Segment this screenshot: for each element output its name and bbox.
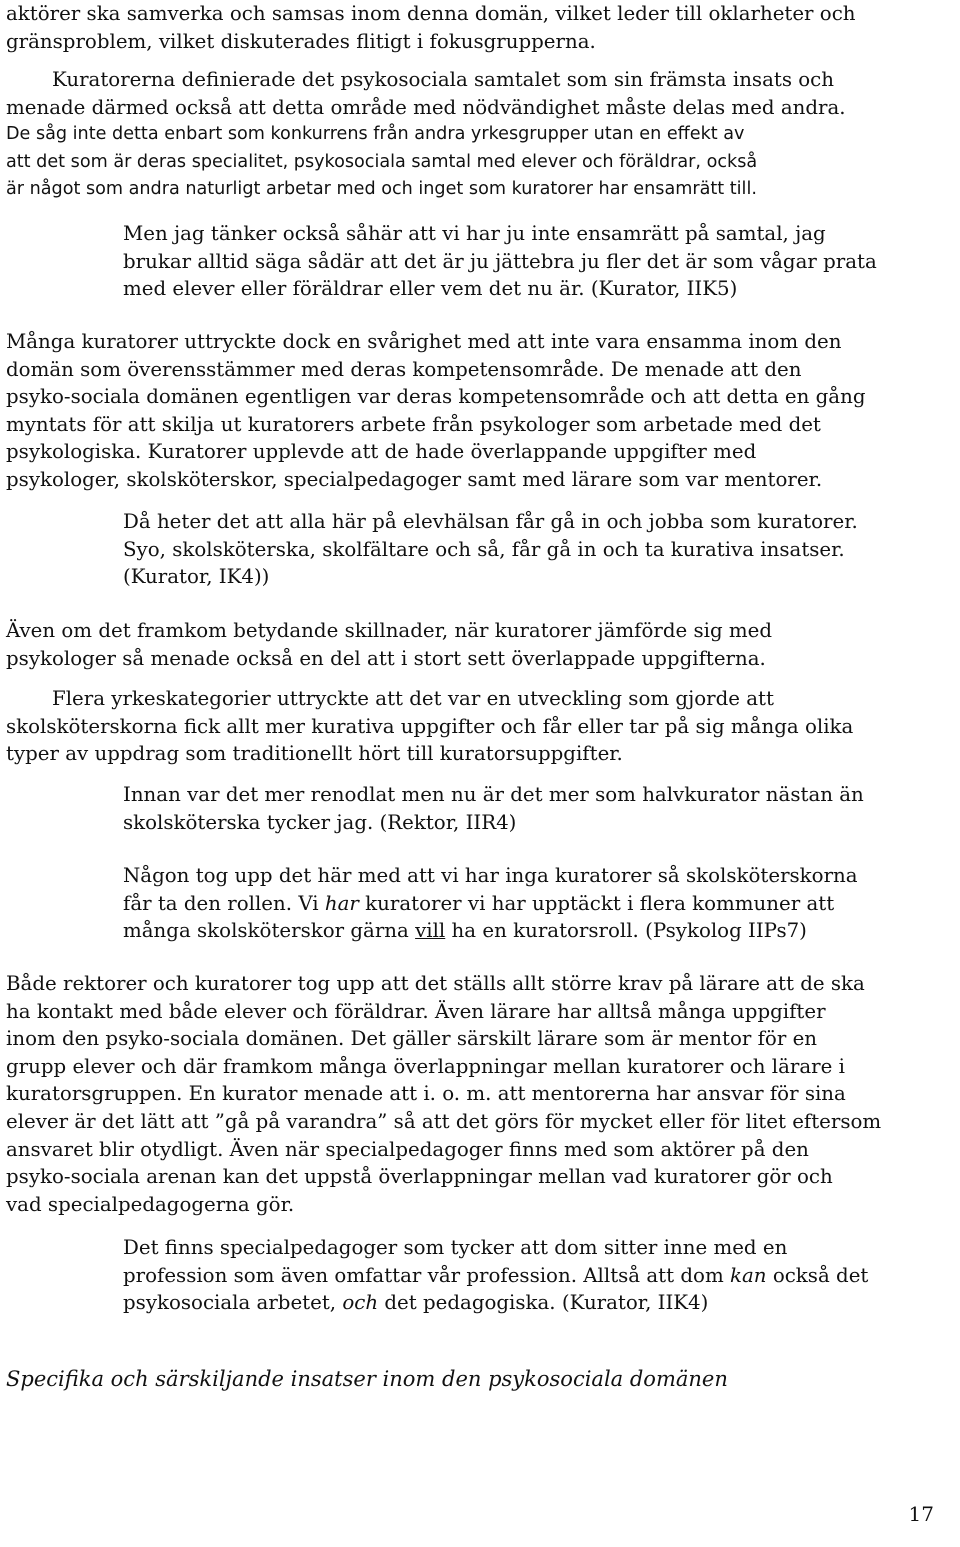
underlined-text: vill — [415, 919, 446, 943]
text-line: skolsköterska tycker jag. (Rektor, IIR4) — [123, 810, 517, 834]
text-line: (Kurator, IK4)) — [123, 565, 270, 589]
text-line: Innan var det mer renodlat men nu är det mer som halvkurator nästan än — [123, 783, 864, 806]
text-line: psykologer så menade också en del att i stort sett överlappade uppgifterna. — [6, 646, 766, 670]
paragraph-skillnader — [6, 617, 956, 672]
text-line — [123, 917, 953, 945]
text-line: gränsproblem, vilket diskuterades flitigt i fokusgrupperna. — [6, 29, 596, 53]
emphasis-text: har — [324, 891, 359, 915]
paragraph-psykosociala-samtalet — [6, 66, 956, 204]
quote-kurator-ik4 — [123, 508, 953, 591]
text-segment: det pedagogiska. (Kurator, IIK4) — [378, 1291, 709, 1315]
text-segment: profession som även omfattar vår profession. Alltså att dom — [123, 1263, 730, 1287]
quote-psykolog-iips7 — [123, 862, 953, 945]
text-line: psykologiska. Kuratorer upplevde att de hade överlappande uppgifter med — [6, 440, 757, 464]
text-line: att det som är deras specialitet, psykosociala samtal med elever och föräldrar, också — [6, 151, 758, 172]
paragraph-intro-continued — [6, 0, 956, 55]
text-line: psyko-sociala domänen egentligen var deras kompetensområde och att detta en gång — [6, 385, 866, 409]
text-line: Även om det framkom betydande skillnader, när kuratorer jämförde sig med — [6, 619, 773, 642]
text-line: är något som andra naturligt arbetar med och inget som kuratorer har ensamrätt till. — [6, 179, 757, 200]
text-segment: många skolsköterskor gärna — [123, 919, 416, 943]
text-segment: psykosociala arbetet, — [123, 1291, 343, 1315]
text-line: Någon tog upp det här med att vi har inga kuratorer så skolsköterskorna — [123, 864, 858, 887]
text-line — [123, 890, 953, 918]
text-line: kuratorsgruppen. En kurator menade att i. o. m. att mentorerna har ansvar för sina — [6, 1082, 846, 1106]
paragraph-yrkeskategorier — [6, 685, 956, 768]
text-line: domän som överensstämmer med deras kompetensområde. De menade att den — [6, 357, 802, 381]
text-line: inom den psyko-sociala domänen. Det gäller särskilt lärare som är mentor för en — [6, 1027, 818, 1051]
text-line: Syo, skolsköterska, skolfältare och så, får gå in och ta kurativa insatser. — [123, 537, 845, 561]
text-line: menade därmed också att detta område med nödvändighet måste delas med andra. — [6, 95, 846, 119]
text-line: psyko-sociala arenan kan det uppstå överlappningar mellan vad kuratorer gör och — [6, 1165, 833, 1189]
text-line: grupp elever och där framkom många överlappningar mellan kuratorer och lärare i — [6, 1054, 845, 1078]
section-heading: Specifika och särskiljande insatser inom den psykosociala domänen — [6, 1367, 728, 1391]
text-line — [123, 1289, 953, 1317]
page-number: 17 — [908, 1502, 934, 1526]
text-line: ansvaret blir otydligt. Även när specialpedagoger finns med som aktörer på den — [6, 1137, 809, 1161]
text-line: med elever eller föräldrar eller vem det nu är. (Kurator, IIK5) — [123, 277, 738, 301]
text-line: myntats för att skilja ut kuratorers arbete från psykologer som arbetade med det — [6, 412, 821, 436]
text-line — [123, 1262, 953, 1290]
paragraph-svarighet — [6, 328, 956, 494]
text-segment: kuratorer vi har upptäckt i flera kommuner att — [358, 891, 835, 915]
emphasis-text: och — [342, 1291, 379, 1315]
text-line: psykologer, skolsköterskor, specialpedagoger samt med lärare som var mentorer. — [6, 467, 823, 491]
text-line: Det finns specialpedagoger som tycker att dom sitter inne med en — [123, 1236, 788, 1259]
text-line: typer av uppdrag som traditionellt hört till kuratorsuppgifter. — [6, 742, 623, 766]
text-line: Flera yrkeskategorier uttryckte att det var en utveckling som gjorde att — [52, 687, 774, 710]
text-line: ha kontakt med både elever och föräldrar. Även lärare har alltså många uppgifter — [6, 999, 826, 1023]
text-line: Både rektorer och kuratorer tog upp att det ställs allt större krav på lärare att de ska — [6, 972, 865, 995]
text-segment: också det — [766, 1263, 869, 1287]
text-line: Många kuratorer uttryckte dock en svårighet med att inte vara ensamma inom den — [6, 330, 842, 353]
text-segment: ha en kuratorsroll. (Psykolog IIPs7) — [445, 919, 807, 943]
text-line: Kuratorerna definierade det psykosociala samtalet som sin främsta insats och — [52, 68, 834, 91]
emphasis-text: kan — [730, 1263, 767, 1287]
text-line: De såg inte detta enbart som konkurrens från andra yrkesgrupper utan en effekt av — [6, 124, 745, 145]
text-line: vad specialpedagogerna gör. — [6, 1192, 295, 1216]
text-line: skolsköterskorna fick allt mer kurativa uppgifter och får eller tar på sig många olika — [6, 714, 854, 738]
quote-rektor-iir4 — [123, 781, 953, 836]
quote-kurator-iik4 — [123, 1234, 953, 1317]
text-segment: får ta den rollen. Vi — [123, 891, 325, 915]
text-line: aktörer ska samverka och samsas inom denna domän, vilket leder till oklarheter och — [6, 2, 856, 25]
paragraph-krav-pa-larare — [6, 970, 956, 1218]
text-line: elever är det lätt att ”gå på varandra” så att det görs för mycket eller för litet eftersom — [6, 1109, 882, 1133]
text-line: brukar alltid säga sådär att det är ju jättebra ju fler det är som vågar prata — [123, 249, 877, 273]
quote-kurator-iik5 — [123, 220, 953, 303]
text-line: Då heter det att alla här på elevhälsan får gå in och jobba som kuratorer. — [123, 510, 858, 533]
text-line: Men jag tänker också såhär att vi har ju inte ensamrätt på samtal, jag — [123, 222, 826, 245]
